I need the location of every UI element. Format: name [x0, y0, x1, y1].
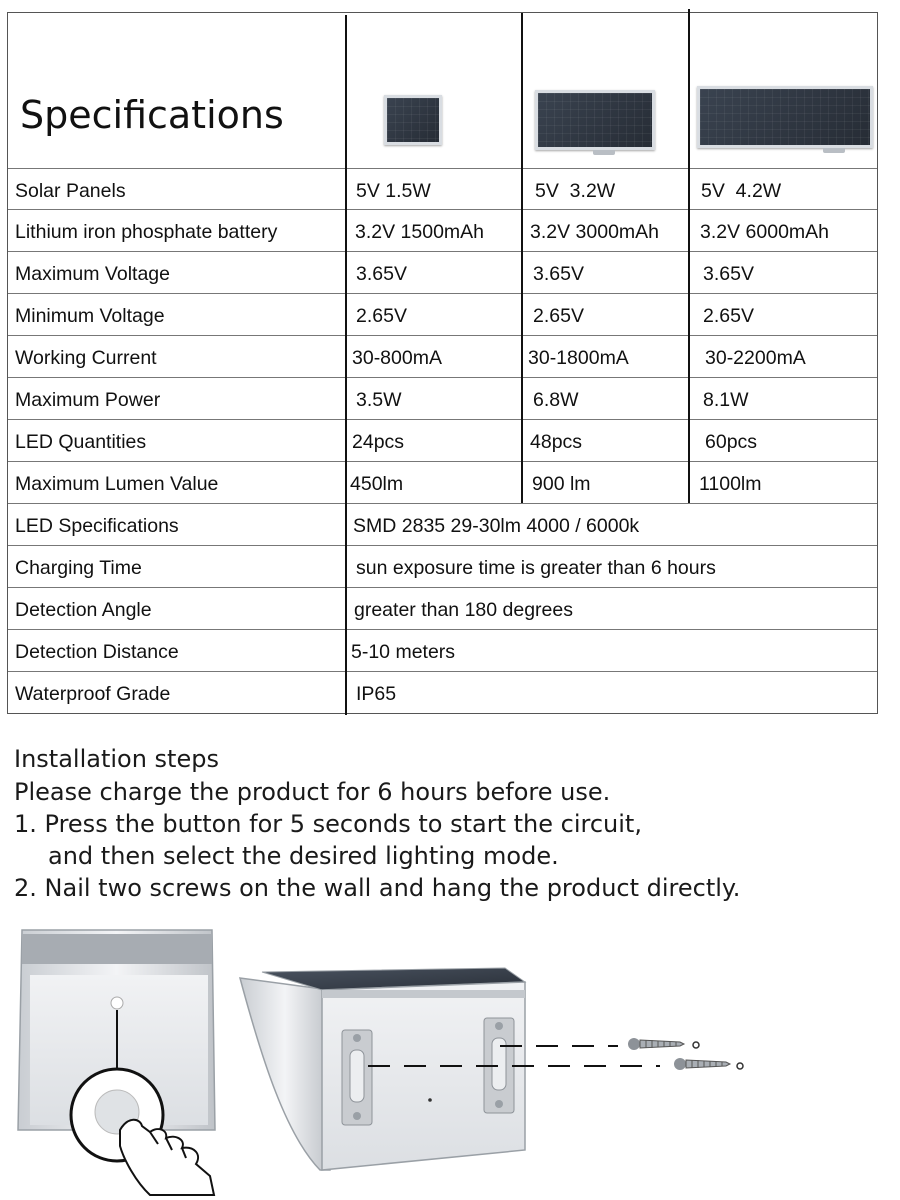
- spec-value: 5V 1.5W: [356, 180, 431, 202]
- solar-panel-small-icon: [384, 95, 442, 145]
- spec-label: Detection Angle: [15, 599, 152, 621]
- spec-value: IP65: [356, 683, 397, 705]
- spec-value: 5-10 meters: [351, 641, 456, 663]
- light-wall-view: [240, 968, 525, 1170]
- spec-label: Maximum Power: [15, 389, 161, 411]
- hand-press-icon: [120, 1120, 214, 1195]
- solar-panel-medium-icon: [535, 90, 655, 150]
- table-row: [8, 421, 877, 462]
- table-row: [8, 295, 877, 336]
- table-row: [8, 253, 877, 294]
- spec-value: 48pcs: [530, 431, 583, 453]
- spec-value: 900 lm: [532, 473, 591, 495]
- table-row: [8, 589, 877, 630]
- page-title: Specifications: [20, 93, 284, 137]
- installation-step-1: 1. Press the button for 5 seconds to start the circuit,: [14, 810, 642, 838]
- table-row: [8, 631, 877, 672]
- table-row: [8, 379, 877, 420]
- table-row: [8, 337, 877, 378]
- screw-icon: [628, 1038, 699, 1050]
- spec-value: 3.2V 1500mAh: [355, 221, 485, 243]
- spec-value: 6.8W: [533, 389, 579, 411]
- table-row: [8, 505, 877, 546]
- spec-value: greater than 180 degrees: [354, 599, 573, 621]
- spec-value: 2.65V: [533, 305, 584, 327]
- spec-value: 3.2V 3000mAh: [530, 221, 660, 243]
- spec-value: 5V 4.2W: [701, 180, 782, 202]
- spec-label: Waterproof Grade: [15, 683, 171, 705]
- bracket-icon: [342, 1030, 372, 1125]
- spec-value: 8.1W: [703, 389, 749, 411]
- spec-label: LED Quantities: [15, 431, 147, 453]
- screw-icon: [674, 1058, 743, 1070]
- light-front-view: [18, 930, 215, 1161]
- installation-step-1-cont: and then select the desired lighting mode.: [48, 842, 559, 870]
- spec-value: 5V 3.2W: [535, 180, 616, 202]
- spec-label: Solar Panels: [15, 180, 126, 202]
- table-row: [8, 170, 877, 211]
- spec-value: 3.65V: [703, 263, 754, 285]
- spec-label: Charging Time: [15, 557, 142, 579]
- spec-value: 1100lm: [699, 473, 762, 495]
- installation-note: Please charge the product for 6 hours before use.: [14, 778, 611, 806]
- installation-heading: Installation steps: [14, 745, 219, 773]
- table-row: [8, 211, 877, 252]
- solar-panel-large-icon: [697, 86, 873, 148]
- spec-value: SMD 2835 29-30lm 4000 / 6000k: [353, 515, 640, 537]
- table-row: [8, 463, 877, 504]
- spec-label: LED Specifications: [15, 515, 179, 537]
- spec-label: Detection Distance: [15, 641, 179, 663]
- spec-label: Maximum Voltage: [15, 263, 170, 285]
- installation-step-2: 2. Nail two screws on the wall and hang the product directly.: [14, 874, 741, 902]
- spec-value: 3.5W: [356, 389, 402, 411]
- spec-label: Minimum Voltage: [15, 305, 165, 327]
- installation-illustration: [0, 920, 900, 1200]
- spec-label: Lithium iron phosphate battery: [15, 221, 278, 243]
- spec-value: 450lm: [350, 473, 404, 495]
- table-row: [8, 673, 877, 714]
- spec-label: Maximum Lumen Value: [15, 473, 219, 495]
- spec-value: 3.65V: [533, 263, 584, 285]
- spec-table: [7, 12, 878, 714]
- spec-value: 3.2V 6000mAh: [700, 221, 830, 243]
- spec-value: 3.65V: [356, 263, 407, 285]
- spec-value: 2.65V: [356, 305, 407, 327]
- spec-value: 60pcs: [705, 431, 758, 453]
- spec-value: sun exposure time is greater than 6 hours: [356, 557, 716, 579]
- spec-value: 30-800mA: [352, 347, 442, 369]
- spec-value: 24pcs: [352, 431, 405, 453]
- spec-label: Working Current: [15, 347, 157, 369]
- spec-value: 2.65V: [703, 305, 754, 327]
- spec-value: 30-1800mA: [528, 347, 629, 369]
- spec-value: 30-2200mA: [705, 347, 806, 369]
- table-row: [8, 547, 877, 588]
